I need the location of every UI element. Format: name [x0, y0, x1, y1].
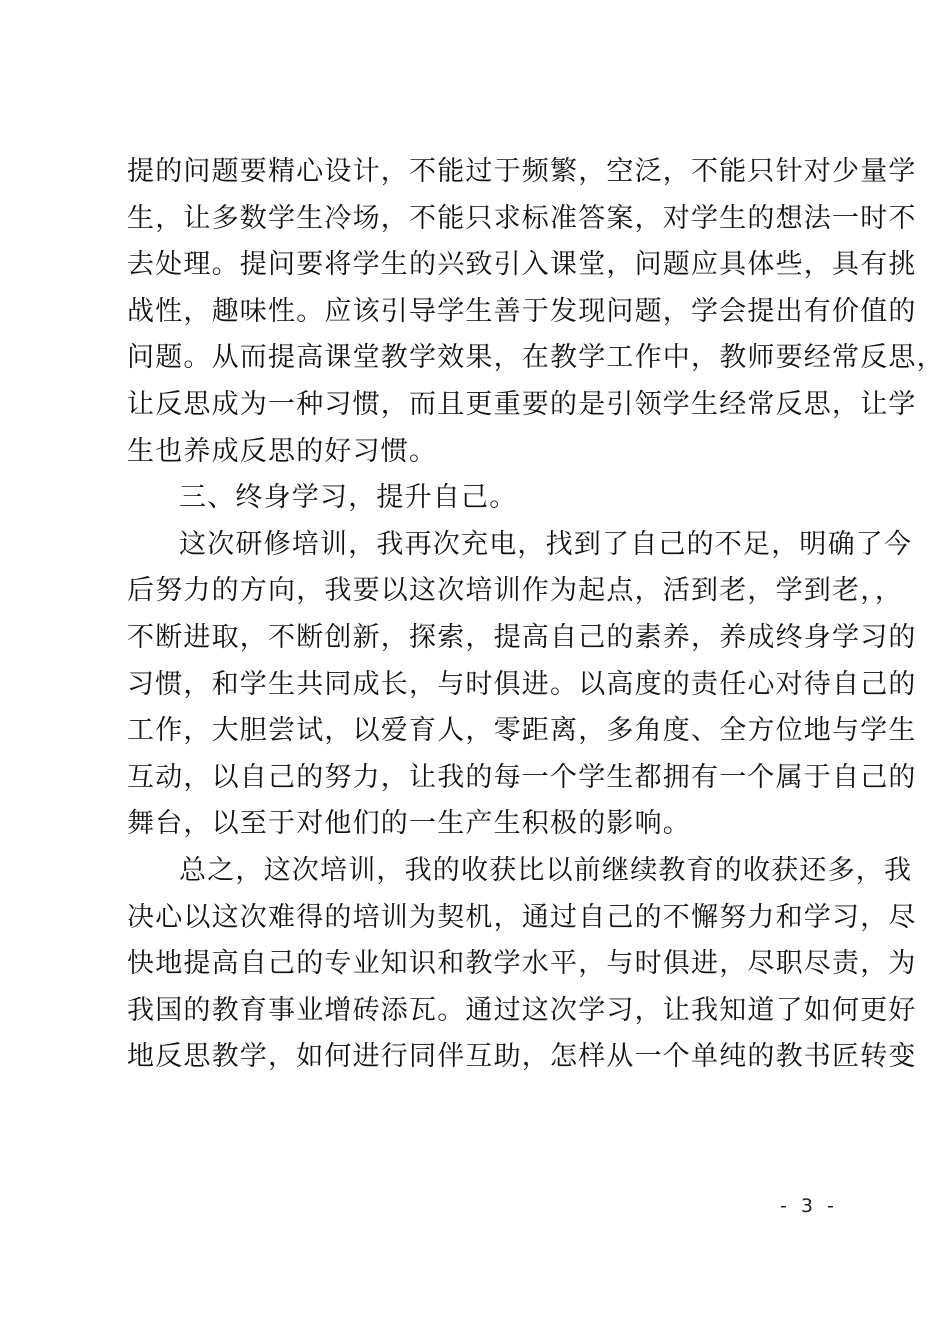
text-line: 我国的教育事业增砖添瓦。通过这次学习，让我知道了如何更好	[127, 994, 917, 1026]
text-line: 习惯，和学生共同成长，与时俱进。以高度的责任心对待自己的	[127, 668, 917, 700]
text-line: 生，让多数学生冷场，不能只求标准答案，对学生的想法一时不	[127, 202, 917, 234]
body-text	[127, 149, 945, 1081]
text-line: 总之，这次培训，我的收获比以前继续教育的收获还多，我	[179, 854, 913, 886]
text-line: 提的问题要精心设计，不能过于频繁，空泛，不能只针对少量学	[127, 156, 917, 187]
text-line: 这次研修培训，我再次充电，找到了自己的不足，明确了今	[179, 528, 913, 560]
text-line: 快地提高自己的专业知识和教学水平，与时俱进，尽职尽责，为	[127, 948, 917, 980]
text-line: 生也养成反思的好习惯。	[127, 435, 438, 467]
section-heading: 三、终身学习，提升自己。	[179, 482, 518, 514]
text-line: 问题。从而提高课堂教学效果，在教学工作中，教师要经常反思，	[127, 342, 945, 374]
page-number: - 3 -	[780, 1195, 838, 1217]
text-line: 舞台，以至于对他们的一生产生积极的影响。	[127, 808, 691, 840]
text-line: 战性，趣味性。应该引导学生善于发现问题，学会提出有价值的	[127, 295, 917, 327]
text-line: 让反思成为一种习惯，而且更重要的是引领学生经常反思，让学	[127, 388, 917, 420]
text-line: 地反思教学，如何进行同伴互助，怎样从一个单纯的教书匠转变	[127, 1041, 917, 1073]
text-line: 决心以这次难得的培训为契机，通过自己的不懈努力和学习，尽	[127, 901, 917, 933]
text-line: 不断进取，不断创新，探索，提高自己的素养，养成终身学习的	[127, 621, 917, 653]
text-line: 去处理。提问要将学生的兴致引入课堂，问题应具体些，具有挑	[127, 249, 917, 281]
text-line: 后努力的方向，我要以这次培训作为起点，活到老，学到老，，	[127, 575, 904, 607]
text-line: 互动，以自己的努力，让我的每一个学生都拥有一个属于自己的	[127, 761, 917, 793]
text-line: 工作，大胆尝试，以爱育人，零距离，多角度、全方位地与学生	[127, 715, 917, 747]
